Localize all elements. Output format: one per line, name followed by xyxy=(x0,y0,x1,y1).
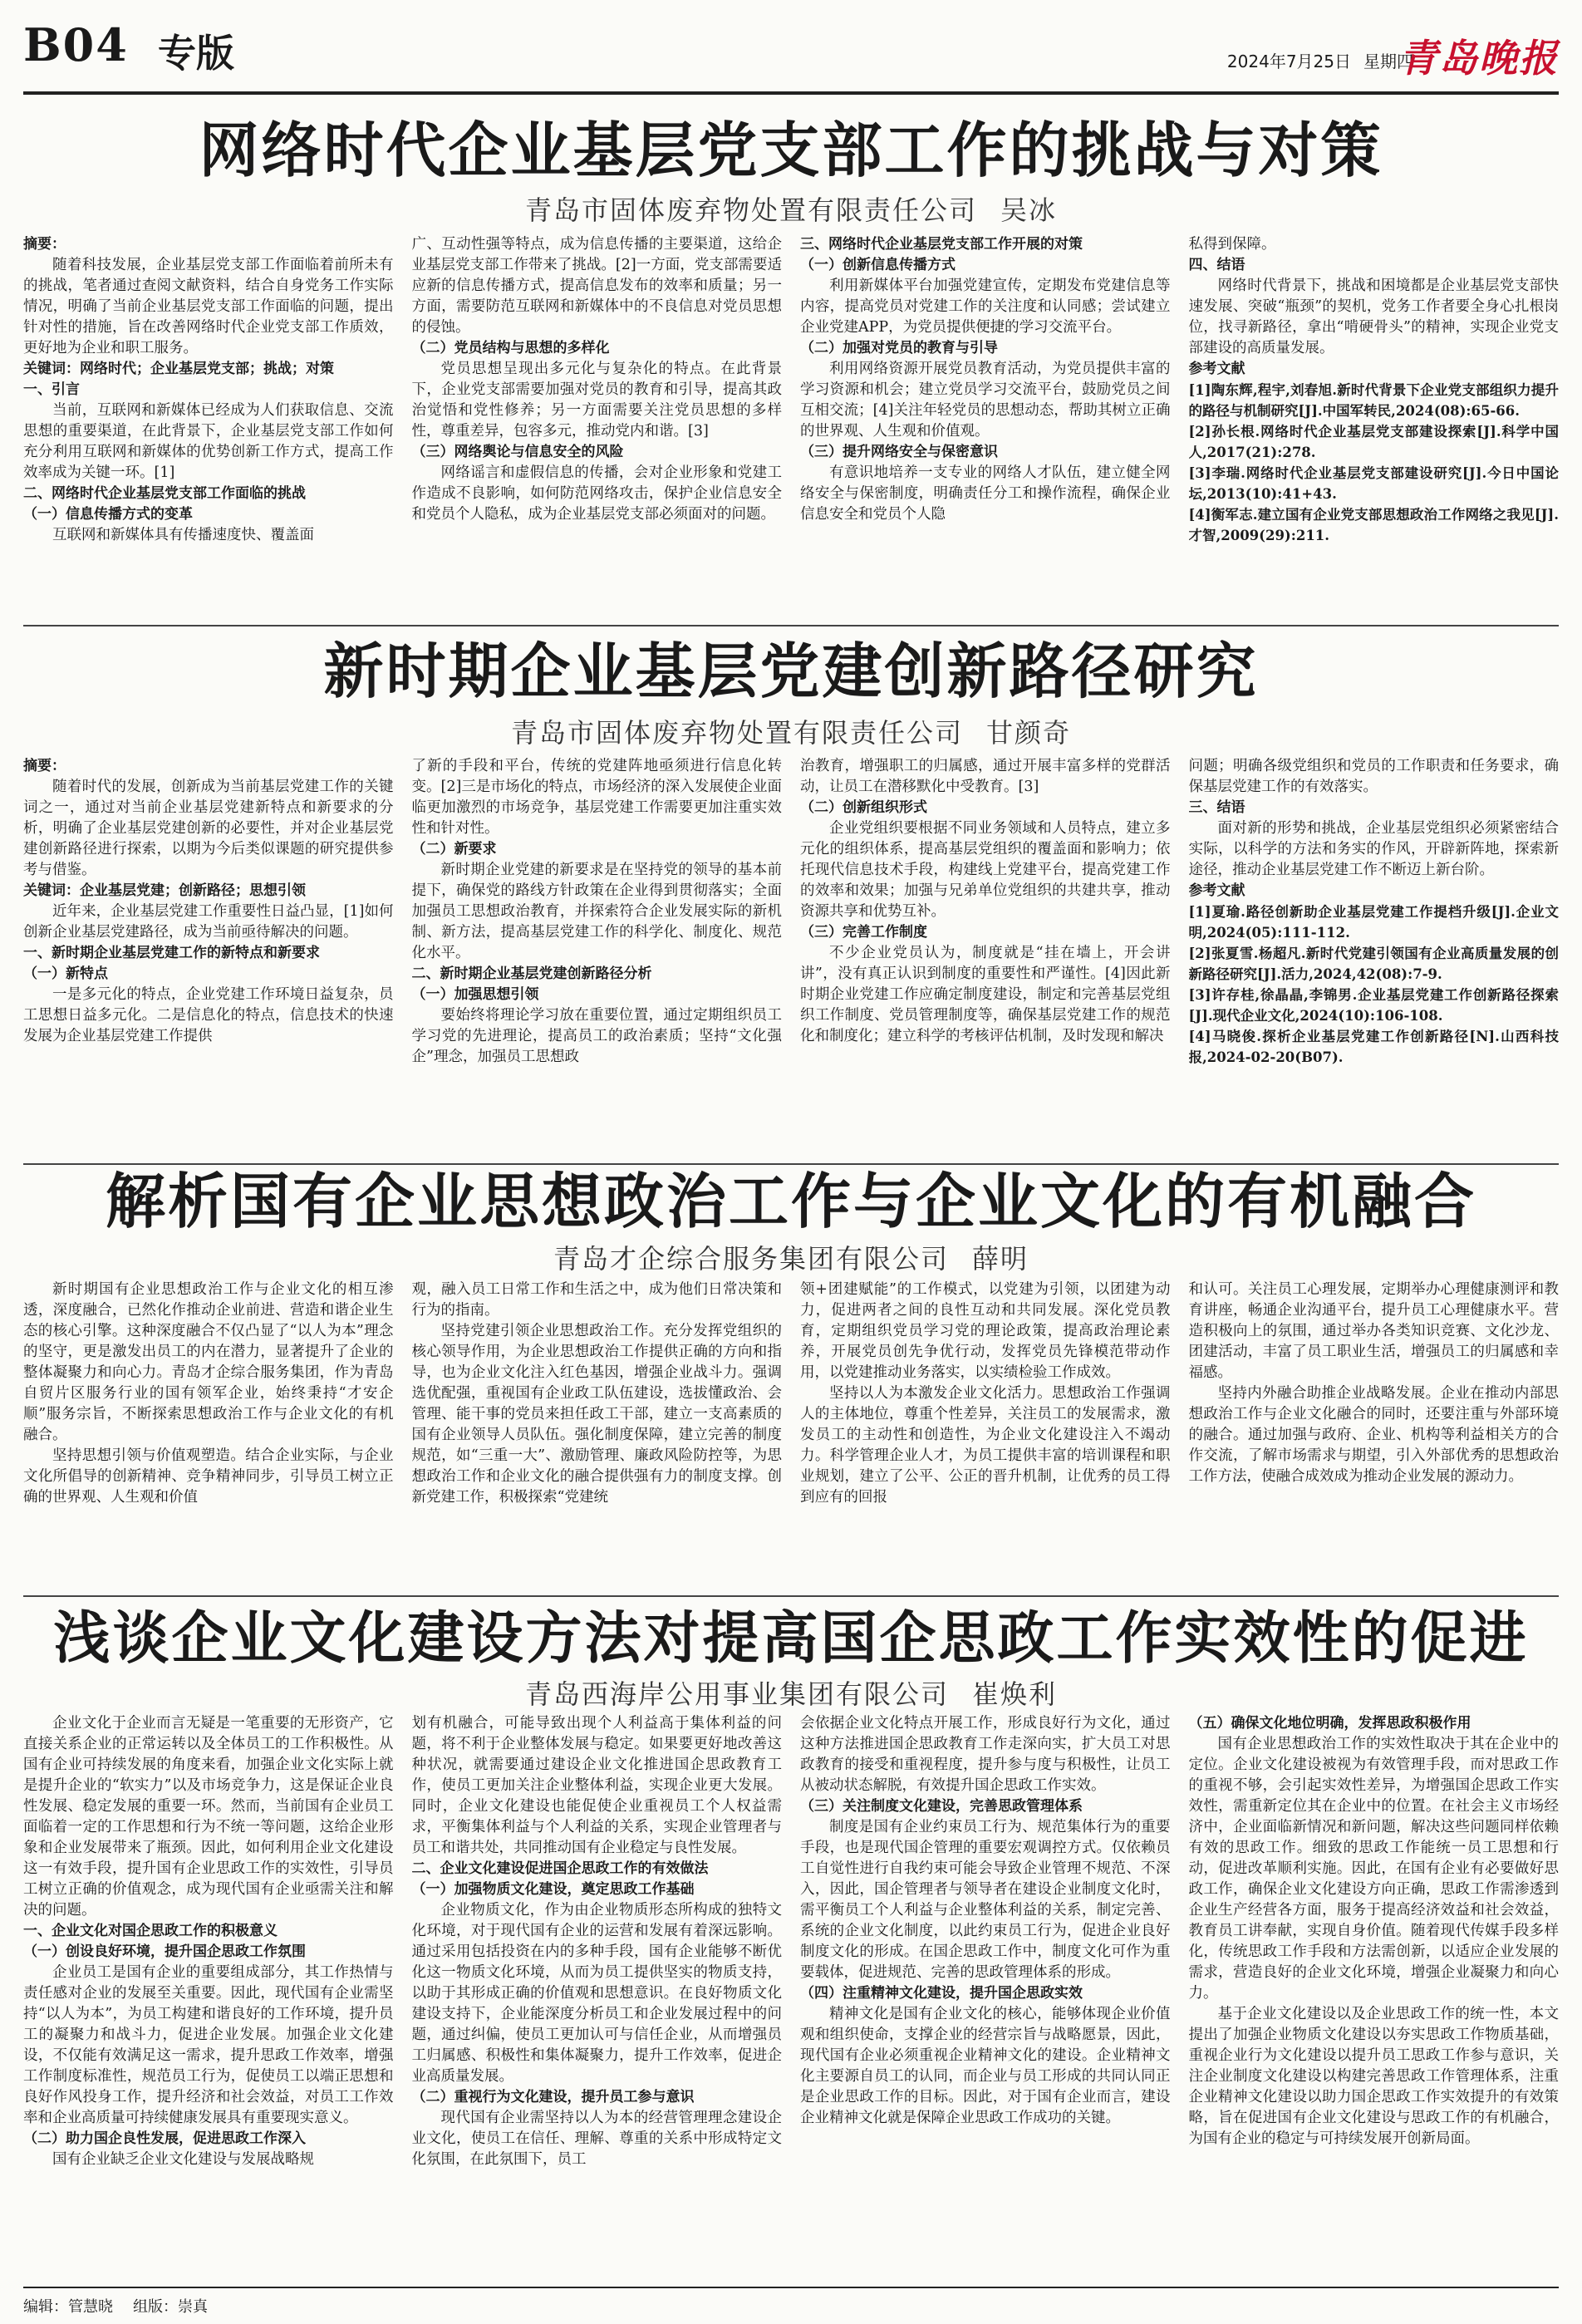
subheading: 二、新时期企业基层党建创新路径分析 xyxy=(411,965,652,982)
paragraph: 互联网和新媒体具有传播速度快、覆盖面 xyxy=(52,527,314,543)
subheading: 二、企业文化建设促进国企思政工作的有效做法 xyxy=(411,1860,709,1877)
text-column xyxy=(800,1280,1171,1589)
reference-entry: [1]陶东辉,程宇,刘春旭.新时代背景下企业党支部组织力提升的路径与机制研究[J].中国军转民,2024(08):65-66. xyxy=(1188,382,1559,419)
section-divider xyxy=(23,1163,1559,1165)
paragraph: 私得到保障。 xyxy=(1188,236,1276,253)
subheading: （一）加强物质文化建设，奠定思政工作基础 xyxy=(411,1881,695,1898)
paragraph: 网络谣言和虚假信息的传播，会对企业形象和党建工作造成不良影响，如何防范网络攻击，保护企业信息安全和党员个人隐私，成为企业基层党支部必须面对的问题。 xyxy=(411,464,782,523)
paragraph: 问题；明确各级党组织和党员的工作职责和任务要求，确保基层党建工作的有效落实。 xyxy=(1188,758,1559,795)
byline-author: 薛明 xyxy=(972,1243,1029,1275)
subheading: （二）重视行为文化建设，提升员工参与意识 xyxy=(411,2089,695,2105)
text-column xyxy=(23,756,394,1155)
newspaper-logo: 青岛晚报 xyxy=(1399,36,1559,81)
paragraph: 企业党组织要根据不同业务领域和人员特点，建立多元化的组织体系，提高基层党组织的覆盖面和影响力；依托现代信息技术手段，构建线上党建平台，提高党建工作的效率和效果；加强与兄弟单位党组织的共建共享，推动资源共享和优势互补。 xyxy=(800,820,1171,920)
text-column xyxy=(1189,1280,1560,1589)
article-byline xyxy=(23,1673,1559,1712)
paragraph: 利用新媒体平台加强党建宣传，定期发布党建信息等内容，提高党员对党建工作的关注度和认同感；尝试建立企业党建APP，为党员提供便捷的学习交流平台。 xyxy=(800,278,1171,336)
reference-entry: [2]孙长根.网络时代企业基层党支部建设探索[J].科学中国人,2017(21):278. xyxy=(1188,424,1559,460)
reference-entry: [1]夏瑜.路径创新助企业基层党建工作提档升级[J].企业文明,2024(05):111-112. xyxy=(1188,904,1559,941)
subheading: （一）创设良好环境，提升国企思政工作氛围 xyxy=(23,1943,306,1960)
subheading: 参考文献 xyxy=(1188,882,1245,899)
text-column xyxy=(412,756,783,1155)
paragraph: 治教育，增强职工的归属感，通过开展丰富多样的党群活动，让员工在潜移默化中受教育。[3] xyxy=(800,758,1171,795)
paragraph: 要始终将理论学习放在重要位置，通过定期组织员工学习党的先进理论，提高员工的政治素质；坚持“文化强企”理念，加强员工思想政 xyxy=(411,1007,782,1065)
footer-editor: 编辑：管慧晓 xyxy=(23,2298,113,2316)
subheading: （五）确保文化地位明确，发挥思政积极作用 xyxy=(1188,1715,1471,1732)
paragraph: 利用网络资源开展党员教育活动，为党员提供丰富的学习资源和机会；建立党员学习交流平台，鼓励党员之间互相交流；[4]关注年轻党员的思想动态，帮助其树立正确的世界观、人生观和价值观。 xyxy=(800,361,1171,440)
subheading: （二）加强对党员的教育与引导 xyxy=(800,340,998,356)
subheading: 三、网络时代企业基层党支部工作开展的对策 xyxy=(800,236,1083,253)
keywords: 关键词：企业基层党建；创新路径；思想引领 xyxy=(23,882,306,899)
subheading: 一、引言 xyxy=(23,381,80,398)
subheading: （三）完善工作制度 xyxy=(800,924,927,941)
paragraph: 精神文化是国有企业文化的核心，能够体现企业价值观和组织使命，支撑企业的经营宗旨与战略愿景，因此，现代国有企业必须重视企业精神文化的建设。企业精神文化主要源自员工的认同，而企业与员工形成的共同认同正是企业思政工作的目标。因此，对于国有企业而言，建设企业精神文化就是保障企业思政工作成功的关键。 xyxy=(800,2006,1171,2126)
paragraph: 坚持内外融合助推企业战略发展。企业在推动内部思想政治工作与企业文化融合的同时，还要注重与外部环境的融合。通过加强与政府、企业、机构等利益相关方的合作交流，了解市场需求与期望，引入外部优秀的思想政治工作方法，使融合成效成为推动企业发展的源动力。 xyxy=(1188,1385,1559,1485)
text-column xyxy=(412,234,783,617)
paragraph: 党员思想呈现出多元化与复杂化的特点。在此背景下，企业党支部需要加强对党员的教育和引导，提高其政治觉悟和党性修养；另一方面需要关注党员思想的多样性，尊重差异，包容多元，推动党内和谐。[3] xyxy=(411,361,782,440)
text-column xyxy=(412,1713,783,2278)
text-column xyxy=(800,756,1171,1155)
article-title: 浅谈企业文化建设方法对提高国企思政工作实效性的促进 xyxy=(53,1605,1529,1672)
paragraph: 新时期企业党建的新要求是在坚持党的领导的基本前提下，确保党的路线方针政策在企业得到贯彻落实；全面加强员工思想政治教育，并探索符合企业发展实际的新机制、新方法，提高基层党建工作的科学化、制度化、规范化水平。 xyxy=(411,862,782,961)
byline-company: 青岛西海岸公用事业集团有限公司 xyxy=(524,1678,949,1710)
paragraph: 坚持党建引领企业思想政治工作。充分发挥党组织的核心领导作用，为企业思想政治工作提供正确的方向和指导，也为企业文化注入红色基因，增强企业战斗力。强调选优配强，重视国有企业政工队伍建设，选拔懂政治、会管理、能干事的党员来担任政工干部，建立一支高素质的国有企业领导人员队伍。强化制度保障，建立完善的制度规范，如“三重一大”、激励管理、廉政风险防控等，为思想政治工作和企业文化的融合提供强有力的制度支撑。创新党建工作，积极探索“党建统 xyxy=(411,1323,782,1506)
section-divider xyxy=(23,1595,1559,1597)
byline-author: 吴冰 xyxy=(1000,194,1058,226)
section-divider xyxy=(23,625,1559,626)
paragraph: 制度是国有企业约束员工行为、规范集体行为的重要手段，也是现代国企管理的重要宏观调控方式。仅依赖员工自觉性进行自我约束可能会导致企业管理不规范、不深入，因此，国企管理者与领导者在建设企业制度文化时，需平衡员工个人利益与企业整体利益的关系，制定完善、系统的企业文化制度，以此约束员工行为，促进企业良好制度文化的形成。在国企思政工作中，制度文化可作为重要载体，促进规范、完善的思政管理体系的形成。 xyxy=(800,1819,1171,1981)
article-body xyxy=(23,234,1559,617)
subheading: （二）助力国企良性发展，促进思政工作深入 xyxy=(23,2130,306,2147)
article-body xyxy=(23,1280,1559,1589)
byline-author: 崔焕利 xyxy=(972,1678,1058,1710)
article-title: 网络时代企业基层党支部工作的挑战与对策 xyxy=(199,115,1383,185)
subheading: （一）加强思想引领 xyxy=(411,986,539,1003)
paragraph: 领+团建赋能”的工作模式，以党建为引领，以团建为动力，促进两者之间的良性互动和共同发展。深化党员教育，定期组织党员学习党的理论政策，提高政治理论素养，开展党员创先争优行动，发挥党员先锋模范带动作用，以党建推动业务落实，以实绩检验工作成效。 xyxy=(800,1281,1171,1381)
article-body xyxy=(23,1713,1559,2278)
text-column xyxy=(1189,756,1560,1155)
paragraph: 企业文化于企业而言无疑是一笔重要的无形资产，它直接关系企业的正常运转以及全体员工的工作积极性。从国有企业可持续发展的角度来看，加强企业文化实际上就是提升企业的“软实力”以及市场竞争力，这是保证企业良性发展、稳定发展的重要一环。然而，当前国有企业员工面临着一定的工作思想和行为不统一等问题，这给企业形象和企业发展带来了瓶颈。因此，如何利用企业文化建设这一有效手段，提升国有企业思政工作的实效性，引导员工树立正确的价值观念，成为现代国有企业亟需关注和解决的问题。 xyxy=(23,1715,394,1919)
subheading: 摘要： xyxy=(23,236,66,253)
reference-entry: [4]衡军志.建立国有企业党支部思想政治工作网络之我见[J].才智,2009(29):211. xyxy=(1188,507,1559,543)
paragraph: 了新的手段和平台，传统的党建阵地亟须进行信息化转变。[2]三是市场化的特点，市场经济的深入发展使企业面临更加激烈的市场竞争，基层党建工作需要更加注重实效性和针对性。 xyxy=(411,758,782,837)
article-byline xyxy=(23,189,1559,228)
reference-entry: [2]张夏雪.杨超凡.新时代党建引领国有企业高质量发展的创新路径研究[J].活力,2024,42(08):7-9. xyxy=(1188,946,1559,982)
subheading: （一）新特点 xyxy=(23,965,108,982)
text-column xyxy=(23,234,394,617)
article-title: 解析国有企业思想政治工作与企业文化的有机融合 xyxy=(105,1166,1476,1236)
subheading: （二）党员结构与思想的多样化 xyxy=(411,340,610,356)
byline-company: 青岛才企综合服务集团有限公司 xyxy=(553,1243,949,1275)
text-column xyxy=(23,1280,394,1589)
byline-author: 甘颜奇 xyxy=(986,717,1072,749)
paragraph: 网络时代背景下，挑战和困境都是企业基层党支部快速发展、突破“瓶颈”的契机，党务工作者要全身心扎根岗位，找寻新路径，拿出“啃硬骨头”的精神，实现企业党支部建设的高质量发展。 xyxy=(1188,278,1559,356)
paragraph: 和认可。关注员工心理发展，定期举办心理健康测评和教育讲座，畅通企业沟通平台，提升员工心理健康水平。营造积极向上的氛围，通过举办各类知识竞赛、文化沙龙、团建活动，丰富了员工职业生活，增强员工的归属感和幸福感。 xyxy=(1188,1281,1559,1381)
section-name: 专版 xyxy=(158,31,234,76)
page-header xyxy=(23,17,1559,95)
subheading: 四、结语 xyxy=(1188,257,1245,273)
keywords: 关键词：网络时代；企业基层党支部；挑战；对策 xyxy=(23,361,334,377)
paragraph: 随着时代的发展，创新成为当前基层党建工作的关键词之一，通过对当前企业基层党建新特点和新要求的分析，明确了企业基层党建创新的必要性，并对企业基层党建创新路径进行探索，以期为今后类似课题的研究提供参考与借鉴。 xyxy=(23,779,394,878)
byline-company: 青岛市固体废弃物处置有限责任公司 xyxy=(524,194,977,226)
text-column xyxy=(1189,1713,1560,2278)
paragraph: 基于企业文化建设以及企业思政工作的统一性，本文提出了加强企业物质文化建设以夯实思政工作物质基础，重视企业行为文化建设以提升员工思政工作参与意识，关注企业制度文化建设以构建完善思政工作管理体系，注重企业精神文化建设以助力国企思政工作实效提升的有效策略，旨在促进国有企业文化建设与思政工作的有机融合，为国有企业的稳定与可持续发展开创新局面。 xyxy=(1188,2006,1559,2147)
paragraph: 国有企业思想政治工作的实效性取决于其在企业中的定位。企业文化建设被视为有效管理手段，而对思政工作的重视不够，会引起实效性差异，为增强国企思政工作实效性，需重新定位其在企业中的位置。在社会主义市场经济中，企业面临新情况和新问题，解决这些问题同样依赖有效的思政工作。细致的思政工作能统一员工思想和行动，促进改革顺利实施。因此，在国有企业有必要做好思政工作，确保企业文化建设方向正确，思政工作需渗透到企业生产经营各方面，服务于提高经济效益和社会效益，教育员工讲奉献，实现自身价值。随着现代传媒手段多样化，传统思政工作手段和方法需创新，以适应企业发展的需求，营造良好的企业文化环境，增强企业凝聚力和向心力。 xyxy=(1188,1736,1559,2002)
article-byline xyxy=(23,1238,1559,1276)
article-title: 新时期企业基层党建创新路径研究 xyxy=(323,636,1259,706)
reference-entry: [4]马晓俊.探析企业基层党建工作创新路径[N].山西科技报,2024-02-20(B07). xyxy=(1188,1029,1559,1065)
paragraph: 会依据企业文化特点开展工作，形成良好行为文化，通过这种方法推进国企思政教育工作走深向实，扩大员工对思政教育的接受和重视程度，提升参与度与积极性，让员工从被动状态解脱，有效提升国企思政工作实效。 xyxy=(800,1715,1171,1794)
byline-company: 青岛市固体废弃物处置有限责任公司 xyxy=(510,717,963,749)
paragraph: 不少企业党员认为，制度就是“挂在墙上，开会讲讲”，没有真正认识到制度的重要性和严谨性。[4]因此新时期企业党建工作应确定制度建设，制定和完善基层党组织工作制度、党员管理制度等，确保基层党建工作的规范化和制度化；建立科学的考核评估机制，及时发现和解决 xyxy=(800,945,1171,1044)
paragraph: 国有企业缺乏企业文化建设与发展战略规 xyxy=(52,2151,314,2168)
subheading: 一、企业文化对国企思政工作的积极意义 xyxy=(23,1923,278,1939)
subheading: （二）新要求 xyxy=(411,841,497,857)
paragraph: 当前，互联网和新媒体已经成为人们获取信息、交流思想的重要渠道，在此背景下，企业基层党支部工作如何充分利用互联网和新媒体的优势创新工作方式，提高工作效率成为关键一环。[1] xyxy=(23,402,394,481)
subheading: 摘要： xyxy=(23,758,66,774)
subheading: 参考文献 xyxy=(1188,361,1245,377)
issue-date: 2024年7月25日 xyxy=(1226,52,1351,71)
paragraph: 一是多元化的特点，企业党建工作环境日益复杂，员工思想日益多元化。二是信息化的特点，信息技术的快速发展为企业基层党建工作提供 xyxy=(23,986,394,1044)
subheading: （一）创新信息传播方式 xyxy=(800,257,956,273)
text-column xyxy=(23,1713,394,2278)
subheading: （一）信息传播方式的变革 xyxy=(23,506,193,523)
paragraph: 现代国有企业需坚持以人为本的经营管理理念建设企业文化，使员工在信任、理解、尊重的关系中形成特定文化氛围，在此氛围下，员工 xyxy=(411,2110,782,2168)
article-byline xyxy=(23,712,1559,750)
paragraph: 企业员工是国有企业的重要组成部分，其工作热情与责任感对企业的发展至关重要。因此，现代国有企业需坚持“以人为本”，为员工构建和谐良好的工作环境，提升员工的凝聚力和战斗力，促进企业发展。加强企业文化建设，不仅能有效满足这一需求，提升思政工作效率，增强工作制度标准性，规范员工行为，促使员工以端正思想和良好作风投身工作，提升经济和社会效益，对员工工作效率和企业高质量可持续健康发展具有重要现实意义。 xyxy=(23,1964,394,2126)
subheading: 二、网络时代企业基层党支部工作面临的挑战 xyxy=(23,485,306,502)
paragraph: 近年来，企业基层党建工作重要性日益凸显，[1]如何创新企业基层党建路径，成为当前亟待解决的问题。 xyxy=(23,903,394,941)
page-footer xyxy=(23,2287,1559,2317)
subheading: 一、新时期企业基层党建工作的新特点和新要求 xyxy=(23,945,320,961)
subheading: 三、结语 xyxy=(1188,799,1245,816)
paragraph: 坚持思想引领与价值观塑造。结合企业实际，与企业文化所倡导的创新精神、竞争精神同步，引导员工树立正确的世界观、人生观和价值 xyxy=(23,1447,394,1506)
paragraph: 坚持以人为本激发企业文化活力。思想政治工作强调人的主体地位，尊重个性差异，关注员工的发展需求，激发员工的主动性和创造性，为企业文化建设注入不竭动力。科学管理企业人才，为员工提供丰富的培训课程和职业规划，建立了公平、公正的晋升机制，让优秀的员工得到应有的回报 xyxy=(800,1385,1171,1506)
article-body xyxy=(23,756,1559,1155)
text-column xyxy=(1189,234,1560,617)
reference-entry: [3]许存桂,徐晶晶,李锦男.企业基层党建工作创新路径探索[J].现代企业文化,2024(10):106-108. xyxy=(1188,987,1559,1024)
subheading: （二）创新组织形式 xyxy=(800,799,927,816)
paragraph: 企业物质文化，作为由企业物质形态所构成的独特文化环境，对于现代国有企业的运营和发展有着深远影响。通过采用包括投资在内的多种手段，国有企业能够不断优化这一物质文化环境，从而为员工提供坚实的物质支持，以助于其形成正确的价值观和思想意识。在良好物质文化建设支持下，企业能深度分析员工和企业发展过程中的问题，通过纠偏，使员工更加认可与信任企业，从而增强员工归属感、积极性和集体凝聚力，提升工作效率，促进企业高质量发展。 xyxy=(411,1902,782,2085)
paragraph: 有意识地培养一支专业的网络人才队伍，建立健全网络安全与保密制度，明确责任分工和操作流程，确保企业信息安全和党员个人隐 xyxy=(800,464,1171,523)
paragraph: 面对新的形势和挑战，企业基层党组织必须紧密结合实际，以科学的方法和务实的作风，开辟新阵地，探索新途径，推动企业基层党建工作不断迈上新台阶。 xyxy=(1188,820,1559,878)
paragraph: 随着科技发展，企业基层党支部工作面临着前所未有的挑战，笔者通过查阅文献资料，结合自身党务工作实际情况，明确了当前企业基层党支部工作面临的问题，提出针对性的措施，旨在改善网络时代企业党支部工作质效，更好地为企业和职工服务。 xyxy=(23,257,394,356)
paragraph: 观，融入员工日常工作和生活之中，成为他们日常决策和行为的指南。 xyxy=(411,1281,782,1319)
text-column xyxy=(412,1280,783,1589)
issue-weekday: 星期四 xyxy=(1363,52,1413,71)
text-column xyxy=(800,234,1171,617)
paragraph: 新时期国有企业思想政治工作与企业文化的相互渗透，深度融合，已然化作推动企业前进、营造和谐企业生态的核心引擎。这种深度融合不仅凸显了“以人为本”理念的坚守，更是激发出员工的内在潜力，显著提升了企业的整体凝聚力和向心力。青岛才企综合服务集团，作为青岛自贸片区服务行业的国有领军企业，始终秉持“才安企顺”服务宗旨，不断探索思想政治工作与企业文化的有机融合。 xyxy=(23,1281,394,1443)
text-column xyxy=(800,1713,1171,2278)
subheading: （三）提升网络安全与保密意识 xyxy=(800,444,998,460)
paragraph: 广、互动性强等特点，成为信息传播的主要渠道，这给企业基层党支部工作带来了挑战。[2]一方面，党支部需要适应新的信息传播方式，提高信息发布的效率和质量；另一方面，需要防范互联网和新媒体中的不良信息对党员思想的侵蚀。 xyxy=(411,236,782,336)
footer-layout: 组版：崇真 xyxy=(133,2298,208,2316)
paragraph: 划有机融合，可能导致出现个人利益高于集体利益的问题，将不利于企业整体发展与稳定。如果要更好地改善这种状况，就需要通过建设企业文化推进国企思政教育工作，使员工更加关注企业整体利益，实现企业更大发展。同时，企业文化建设也能促使企业重视员工个人权益需求，平衡集体利益与个人利益的关系，实现企业管理者与员工和谐共处，共同推动国有企业稳定与良性发展。 xyxy=(411,1715,782,1856)
subheading: （三）关注制度文化建设，完善思政管理体系 xyxy=(800,1798,1083,1815)
page-number: B04 xyxy=(23,18,129,71)
subheading: （三）网络舆论与信息安全的风险 xyxy=(411,444,624,460)
subheading: （四）注重精神文化建设，提升国企思政实效 xyxy=(800,1985,1083,2002)
reference-entry: [3]李瑞.网络时代企业基层党支部建设研究[J].今日中国论坛,2013(10):41+43. xyxy=(1188,465,1559,502)
